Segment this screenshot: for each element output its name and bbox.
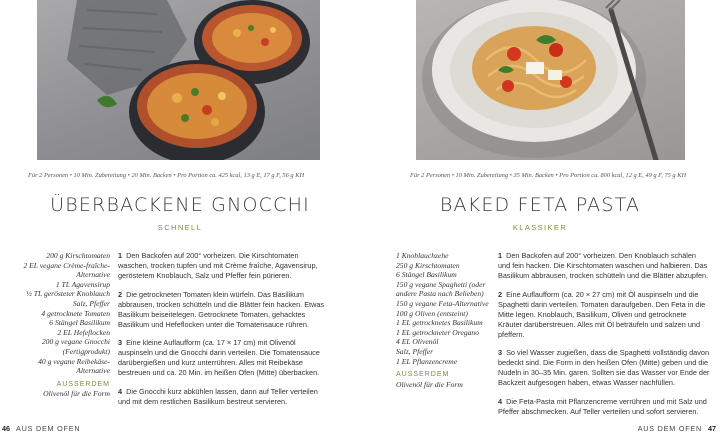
step-number: 4 [498,396,503,406]
ingredient-item: 100 g Oliven (entsteint) [396,308,468,318]
page-number: 47 [708,424,716,433]
step-text: Die Gnocchi kurz abkühlen lassen, dann auf Teller verteilen und mit dem restlichen Basilikum bestreut servieren. [118,386,318,406]
ingredient-item: 1 EL Pflanzencreme [396,356,458,366]
ingredient-item: 1 TL Agavensirup [55,279,110,289]
ingredient-item: 1 EL getrocknetes Basilikum [396,318,483,328]
ingredient-item: 150 g vegane Feta-Alternative [396,298,489,308]
recipe-title: ÜBERBACKENE GNOCCHI [50,194,310,216]
ingredient-item: Alternative [76,366,110,376]
ingredient-item: 6 Stängel Basilikum [396,270,457,280]
step-text: Den Backofen auf 200° vorheizen. Den Knoblauch schälen und fein hacken. Die Kirschtomaten waschen und halbieren. Das Basilikum abbrausen, trocken schütteln und die Blätter abzupfen. [498,251,709,280]
step-text: So viel Wasser zugießen, dass die Spaghetti vollständig davon bedeckt sind. Die Form in den heißen Ofen (Mitte) geben und die Nudeln in 30–35 Min. garen. Sollten sie das Wasser vor Ende der Backzeit aufgesogen haben, etwas Wasser nachfüllen. [498,348,710,388]
ingredient-item: Salz, Pfeffer [396,346,434,356]
instruction-step [498,290,710,340]
recipe-subtitle: KLASSIKER [512,223,568,232]
step-number: 3 [118,338,123,348]
step-number: 3 [498,348,503,358]
ingredient-item: Alternative [76,270,110,280]
step-text: Den Backofen auf 200° vorheizen. Die Kirschtomaten waschen, trocken tupfen und mit Crème fraîche, Agavensirup, geröstetem Knoblauch, Salz und Pfeffer fein pürieren. [118,251,318,280]
step-text: Eine Auflaufform (ca. 20 × 27 cm) mit Öl auspinseln und die Spaghetti darin verteilen. Tomaten daraufgeben. Den Feta in die Mitte legen. Knoblauch, Basilikum, Oliven und getrocknete Kräuter darüberstreuen. Alles mit Öl beträufeln und salzen und pfeffern. [498,289,706,339]
step-text: Die getrockneten Tomaten klein würfeln. Das Basilikum abbrausen, trocken schütteln und die Blätter fein hacken. Etwas Basilikum beiseitelegen. Getrocknete Tomaten, gehacktes Basilikum und Hefeflocken unter die Tomatensauce rühren. [118,289,325,329]
instruction-steps [118,251,330,415]
ingredient-item: 150 g vegane Spaghetti (oder [396,279,486,289]
recipe-subtitle: SCHNELL [157,223,203,232]
instruction-step [498,251,710,281]
ingredient-item: Salz, Pfeffer [72,298,110,308]
instruction-step [118,338,330,378]
page-footer [638,424,716,433]
gnocchi-photo [37,0,320,160]
nutrition-caption: Für 2 Personen • 10 Min. Zubereitung • 35 Min. Backen • Pro Portion ca. 800 kcal, 12 g E, 49 g F, 75 g KH [410,172,687,179]
extras-label: AUSSERDEM [396,371,450,379]
right-page [360,0,720,433]
ingredient-list [14,251,110,399]
instruction-step [118,387,330,407]
ingredient-item: 40 g vegane Reibekäse- [38,356,110,366]
step-number: 1 [118,251,123,260]
instruction-step [118,290,330,330]
ingredient-item: 2 EL Hefeflocken [57,327,110,337]
ingredient-item: 250 g Kirschtomaten [396,260,460,270]
feta-pasta-photo-illustration [416,0,685,160]
nutrition-caption: Für 2 Personen • 10 Min. Zubereitung • 20 Min. Backen • Pro Portion ca. 425 kcal, 13 g E, 17 g F, 56 g KH [28,172,305,179]
gnocchi-photo-illustration [37,0,320,160]
instruction-step [118,251,330,281]
footer-section: AUS DEM OFEN [637,424,702,433]
ingredient-item: 6 Stängel Basilikum [49,318,110,328]
step-number: 4 [118,386,123,396]
ingredient-item: (Fertigprodukt) [62,346,110,356]
extra-item: Olivenöl für die Form [43,389,110,399]
page-number: 46 [2,424,10,433]
step-number: 2 [498,289,503,299]
ingredient-item: ½ TL gerösteter Knoblauch [26,289,110,299]
ingredient-item: 4 EL Olivenöl [396,337,439,347]
extra-item: Olivenöl für die Form [396,379,463,389]
ingredient-item: andere Pasta nach Belieben) [396,289,484,299]
recipe-title: BAKED FETA PASTA [439,194,641,216]
ingredient-list [396,251,492,389]
ingredient-item: 2 EL vegane Crème-fraîche- [23,260,110,270]
ingredient-item: 200 g vegane Gnocchi [41,337,110,347]
feta-pasta-photo [416,0,685,160]
ingredient-item: 4 getrocknete Tomaten [41,308,110,318]
footer-section: AUS DEM OFEN [16,424,81,433]
step-number: 1 [498,251,503,260]
page-footer [2,424,80,433]
extras-label: AUSSERDEM [56,380,110,388]
instruction-steps [498,251,710,425]
step-text: Eine kleine Auflaufform (ca. 17 × 17 cm) mit Olivenöl auspinseln und die Gnocchi darin verteilen. Die Tomatensauce darübergießen und kurz unterrühren. Alles mit Reibekäse bestreuen und ca. 20 Min. im heißen Ofen (Mitte) überbacken. [118,338,320,378]
ingredient-item: 1 Knoblauchzehe [396,251,449,260]
step-number: 2 [118,289,123,299]
instruction-step [498,348,710,388]
ingredient-item: 200 g Kirschtomaten [46,251,110,260]
instruction-step [498,397,710,417]
ingredient-item: 1 EL getrockneter Oregano [396,327,480,337]
step-text: Die Feta-Pasta mit Pflanzencreme verrühren und mit Salz und Pfeffer abschmecken. Auf Teller verteilen und sofort servieren. [498,396,707,416]
